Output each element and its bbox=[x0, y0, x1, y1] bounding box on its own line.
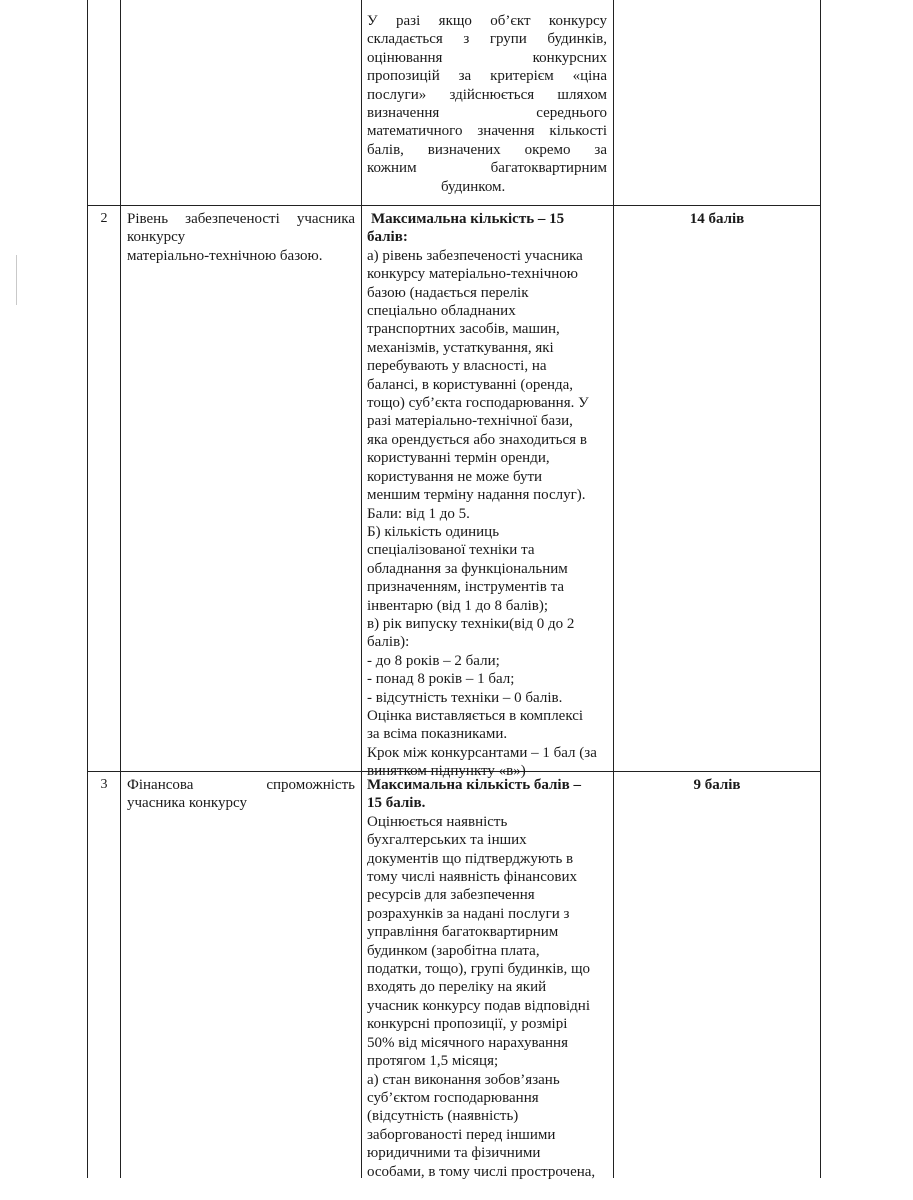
desc-line: визначення середнього bbox=[367, 105, 607, 122]
desc-line: транспортних засобів, машин, bbox=[367, 321, 560, 338]
desc-line: документів що підтверджують в bbox=[367, 850, 574, 867]
desc-line: користування не може бути bbox=[367, 468, 543, 485]
desc-line: Оцінка виставляється в комплексі bbox=[367, 707, 584, 724]
desc-line: математичного значення кількості bbox=[367, 123, 607, 140]
desc-line: - до 8 років – 2 бали; bbox=[367, 652, 500, 669]
table-col-divider-3 bbox=[613, 0, 614, 1178]
desc-line: спеціально обладнаних bbox=[367, 303, 516, 320]
desc-line: учасник конкурсу подав відповідні bbox=[367, 997, 590, 1014]
desc-line: будинком (заробітна плата, bbox=[367, 942, 540, 959]
desc-line: тому числі наявність фінансових bbox=[367, 869, 577, 886]
desc-line: 50% від місячного нарахування bbox=[367, 1034, 568, 1051]
desc-line: користуванні термін оренди, bbox=[367, 450, 550, 467]
description-cell bbox=[367, 776, 607, 1181]
desc-line: разі матеріально-технічної бази, bbox=[367, 413, 573, 430]
desc-line: податки, тощо), групі будинків, що bbox=[367, 961, 591, 978]
desc-line: заборгованості перед іншими bbox=[367, 1126, 556, 1143]
desc-line: обладнання за функціональним bbox=[367, 560, 568, 577]
desc-line: протягом 1,5 місяця; bbox=[367, 1053, 499, 1070]
desc-line: бухгалтерських та інших bbox=[367, 832, 527, 849]
description-cell bbox=[367, 210, 607, 781]
criterion-line: учасника конкурсу bbox=[127, 795, 247, 812]
criterion-line: конкурсу bbox=[127, 229, 186, 246]
max-score-heading: Максимальна кількість балів – bbox=[367, 777, 581, 793]
desc-line: ресурсів для забезпечення bbox=[367, 887, 535, 904]
criterion-line: Рівень забезпеченості учасника bbox=[127, 211, 355, 227]
criterion-line: матеріально-технічною базою. bbox=[127, 247, 323, 264]
scan-edge-mark bbox=[16, 255, 17, 305]
desc-line: меншим терміну надання послуг). bbox=[367, 487, 586, 504]
row-number: 3 bbox=[100, 777, 108, 792]
desc-line: суб’єктом господарювання bbox=[367, 1089, 539, 1106]
desc-line: тощо) суб’єкта господарювання. У bbox=[367, 395, 589, 412]
desc-line: базою (надається перелік bbox=[367, 284, 529, 301]
desc-line: інвентарю (від 1 до 8 балів); bbox=[367, 597, 549, 614]
desc-line: Крок між конкурсантами – 1 бал (за bbox=[367, 744, 597, 761]
desc-line: а) рівень забезпеченості учасника bbox=[367, 247, 583, 264]
score-cell: 14 балів bbox=[689, 211, 745, 227]
desc-line: - понад 8 років – 1 бал; bbox=[367, 671, 515, 688]
desc-line: входять до переліку на який bbox=[367, 979, 547, 996]
desc-line: Б) кількість одиниць bbox=[367, 523, 500, 540]
desc-line: (відсутність (наявність) bbox=[367, 1108, 519, 1125]
desc-line: спеціалізованої техніки та bbox=[367, 542, 535, 559]
criterion-line: Фінансова спроможність bbox=[127, 777, 355, 793]
desc-line: оцінювання конкурсних bbox=[367, 49, 607, 66]
desc-line: послуги» здійснюється шляхом bbox=[367, 86, 607, 103]
desc-line: яка орендується або знаходиться в bbox=[367, 431, 587, 448]
continuation-description bbox=[367, 12, 607, 196]
score-cell: 9 балів bbox=[693, 777, 741, 793]
desc-line: юридичними та фізичними bbox=[367, 1145, 541, 1162]
max-score-heading: Максимальна кількість – 15 bbox=[371, 211, 565, 227]
desc-line: балансі, в користуванні (оренда, bbox=[367, 376, 574, 393]
desc-line: управління багатоквартирним bbox=[367, 924, 559, 941]
desc-line: розрахунків за надані послуги з bbox=[367, 905, 570, 922]
desc-line: кожним багатоквартирним bbox=[367, 160, 607, 177]
table-col-divider-2 bbox=[361, 0, 362, 1178]
desc-line: конкурсу матеріально-технічною bbox=[367, 266, 579, 283]
desc-line: складається з групи будинків, bbox=[367, 31, 607, 48]
desc-line: пропозицій за критерієм «ціна bbox=[367, 68, 607, 85]
desc-line: за всіма показниками. bbox=[367, 726, 508, 743]
criterion-cell bbox=[127, 210, 355, 265]
desc-line: винятком підпункту «в») bbox=[367, 763, 526, 780]
desc-line: особами, в тому числі прострочена, bbox=[367, 1163, 596, 1180]
desc-line: в) рік випуску техніки(від 0 до 2 bbox=[367, 615, 575, 632]
desc-line: механізмів, устаткування, які bbox=[367, 339, 554, 356]
desc-line: призначенням, інструментів та bbox=[367, 579, 565, 596]
table-border-right bbox=[820, 0, 821, 1178]
desc-line: Бали: від 1 до 5. bbox=[367, 505, 470, 522]
desc-line: балів, визначених окремо за bbox=[367, 141, 607, 158]
max-score-heading: 15 балів. bbox=[367, 795, 426, 812]
table-border-left bbox=[87, 0, 88, 1178]
desc-line: - відсутність техніки – 0 балів. bbox=[367, 689, 563, 706]
row-number: 2 bbox=[100, 211, 108, 226]
desc-line: будинком. bbox=[441, 178, 506, 195]
desc-line: балів): bbox=[367, 634, 410, 651]
desc-line: конкурсні пропозиції, у розмірі bbox=[367, 1016, 568, 1033]
max-score-heading: балів: bbox=[367, 229, 408, 246]
table-col-divider-1 bbox=[120, 0, 121, 1178]
desc-line: перебувають у власності, на bbox=[367, 358, 547, 375]
criterion-cell bbox=[127, 776, 355, 813]
desc-line: Оцінюється наявність bbox=[367, 813, 508, 830]
desc-line: а) стан виконання зобов’язань bbox=[367, 1071, 560, 1088]
desc-line: У разі якщо об’єкт конкурсу bbox=[367, 13, 607, 29]
row-separator-1 bbox=[87, 205, 821, 206]
